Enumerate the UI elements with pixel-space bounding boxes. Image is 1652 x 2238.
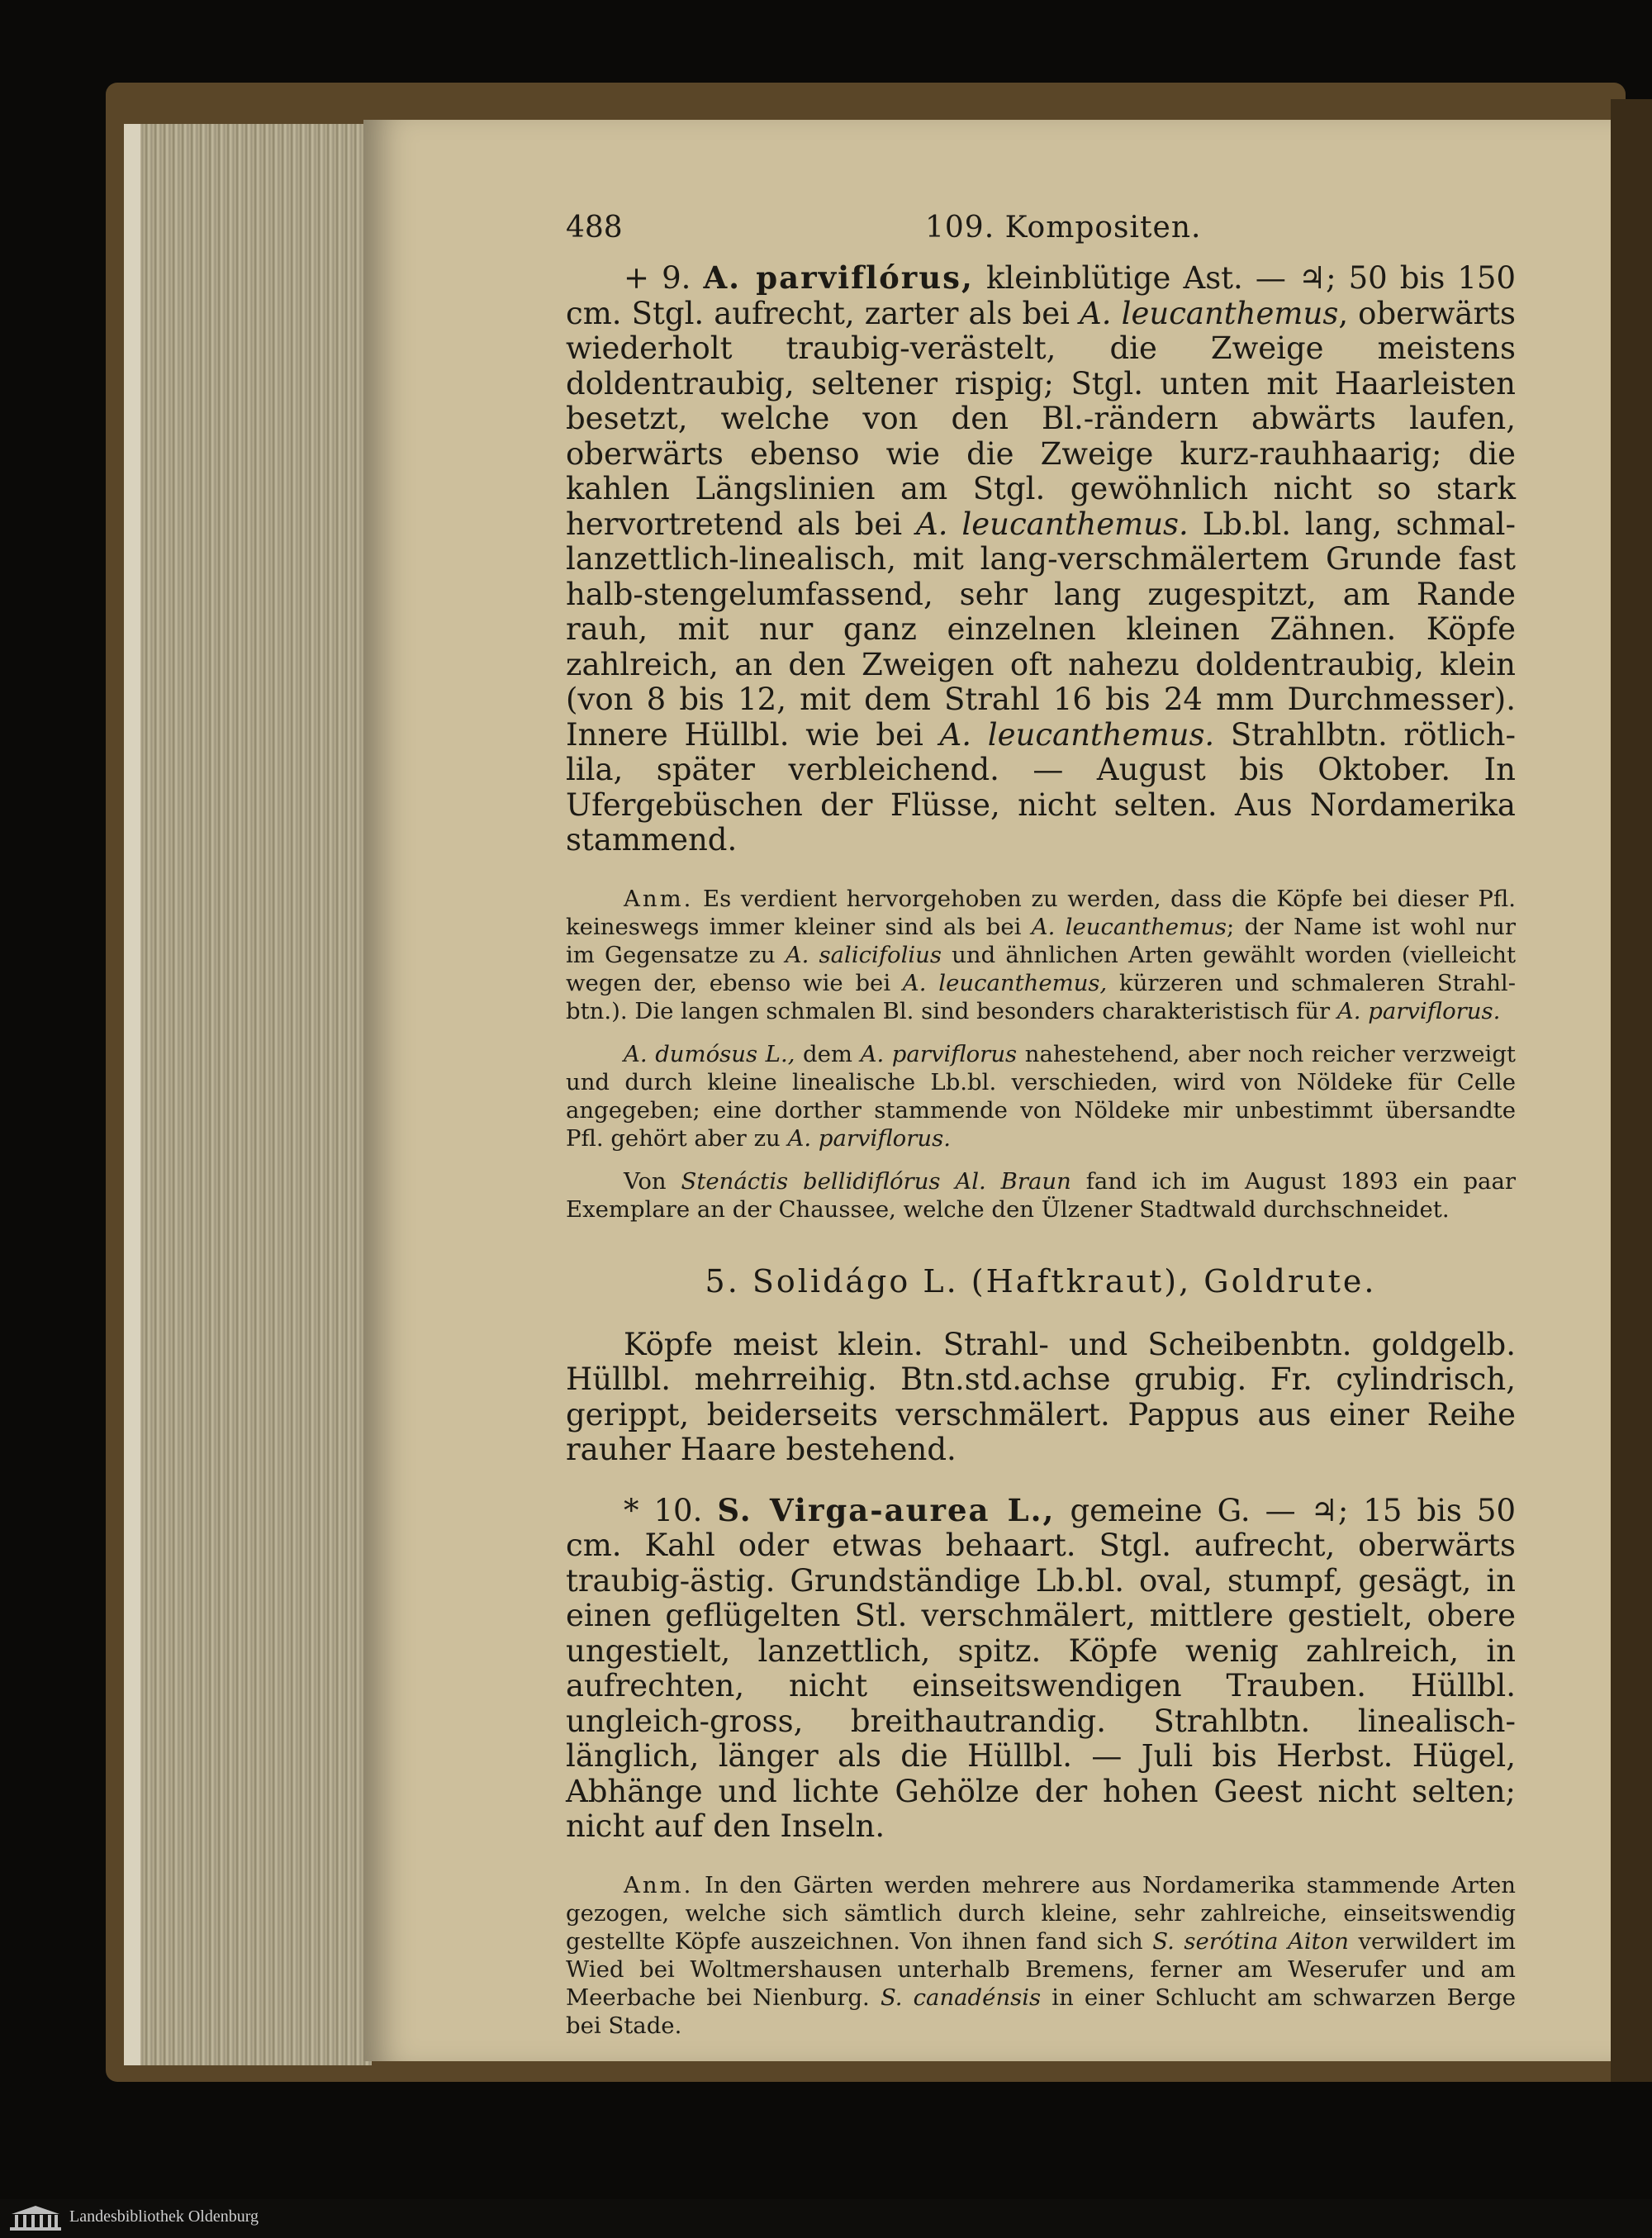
note-2-ref-1: A. dumósus L., xyxy=(624,1040,795,1067)
page-text xyxy=(566,211,1516,2040)
note-1 xyxy=(566,885,1516,1025)
genus-heading xyxy=(566,1263,1516,1300)
note-4-ref-2: S. canadénsis xyxy=(880,1984,1042,2011)
note-2-text-1: dem xyxy=(795,1040,861,1067)
species-9-text-2: , oberwärts wiederholt traubig-verästelt, die Zweige meistens doldentraubig, seltener rispig; Stgl. unten mit Haarleisten besetzt, welche von den Bl.-rändern abwärts laufen, oberwärts ebenso wie die Zweige kurz-rauhhaarig; die kahlen Längslinien am Stgl. gewöhnlich nicht so stark hervortretend als bei xyxy=(566,295,1516,542)
note-4-text-2: verwildert im Wied bei Woltmershausen unterhalb Bremens, ferner am Weserufer und am Meerbache bei Nienburg. xyxy=(566,1927,1517,2011)
footer-institution: Landesbibliothek Oldenburg xyxy=(69,2207,259,2226)
note-2-text-2: nahestehend, aber noch reicher verzweigt und durch kleine linealische Lb.bl. verschieden, wird von Nöldeke für Celle angegeben; eine dorther stammende von Nöldeke mir unbestimmt übersandte Pfl. gehört aber zu xyxy=(566,1040,1516,1152)
note-3-text-2: fand ich im August 1893 ein paar Exemplare an der Chaussee, welche den Ülzener Stadtwald durchschneidet. xyxy=(566,1167,1516,1223)
species-10-entry xyxy=(566,1493,1516,1845)
note-1-label: Anm. xyxy=(624,885,694,912)
genus-heading-c: ), Goldrute. xyxy=(1164,1262,1377,1300)
note-4-text-1: In den Gärten werden mehrere aus Nordamerika stammende Arten gezogen, welche sich sämtlich durch kleine, sehr zahlreiche, einseitswendig gestellte Köpfe auszeichnen. Von ihnen fand sich xyxy=(566,1871,1516,1955)
note-2 xyxy=(566,1040,1516,1152)
note-3-text-1: Von xyxy=(624,1167,681,1195)
species-9-mark: + 9. xyxy=(624,260,691,296)
species-9-ref-3: A. leucanthemus. xyxy=(939,716,1215,753)
note-3 xyxy=(566,1167,1516,1224)
note-1-text-2: ; der Name ist wohl nur im Gegensatze zu xyxy=(566,913,1517,968)
species-10-text: gemeine G. — ♃; 15 bis 50 cm. Kahl oder etwas behaart. Stgl. aufrecht, oberwärts traubig-ästig. Grundständige Lb.bl. oval, stumpf, gesägt, in einen geflügelten Stl. verschmälert, mittlere gestielt, obere ungestielt, lanzettlich, spitz. Köpfe wenig zahlreich, in aufrechten, nicht einseitswendigen Trauben. Hüllbl. ungleich-gross, breithautrandig. Strahlbtn. linealisch-länglich, länger als die Hüllbl. — Juli bis Herbst. Hügel, Abhänge und lichte Gehölze der hohen Geest nicht selten; nicht auf den Inseln. xyxy=(566,1492,1517,1844)
genus-description: Köpfe meist klein. Strahl- und Scheibenbtn. goldgelb. Hüllbl. mehrreihig. Btn.std.achse grubig. Fr. cylindrisch, gerippt, beiderseits verschmälert. Pappus aus einer Reihe rauher Haare bestehend. xyxy=(566,1326,1516,1467)
chapter-title: 109. Kompositen. xyxy=(925,211,1202,245)
species-9-text-1: kleinblütige Ast. — ♃; 50 bis 150 cm. Stgl. aufrecht, zarter als bei xyxy=(566,260,1516,331)
species-9-text-3: Lb.bl. lang, schmal-lanzettlich-linealisch, mit lang-verschmälertem Grunde fast halb-stengelumfassend, sehr lang zugespitzt, am Rande rauh, mit nur ganz einzelnen kleinen Zähnen. Köpfe zahlreich, an den Zweigen oft nahezu doldentraubig, klein (von 8 bis 12, mit dem Strahl 16 bis 24 mm Durchmesser). Innere Hüllbl. wie bei xyxy=(566,506,1516,753)
library-logo-icon xyxy=(8,2204,63,2232)
note-3-ref-1: Stenáctis bellidiflórus Al. Braun xyxy=(681,1167,1071,1195)
species-9-name: A. parviflórus, xyxy=(703,259,974,296)
species-10-name: S. Virga-aurea L., xyxy=(717,1491,1056,1528)
note-4-ref-1: S. serótina Aiton xyxy=(1152,1927,1349,1955)
note-1-ref-1: A. leucanthemus xyxy=(1031,913,1227,940)
right-gutter xyxy=(1611,99,1652,2082)
note-1-ref-3: A. leucanthemus, xyxy=(902,969,1108,996)
page-header xyxy=(566,211,1516,260)
note-1-text-3: und ähnlichen Arten gewählt worden (vielleicht wegen der, ebenso wie bei xyxy=(566,941,1516,996)
note-2-ref-2: A. parviflorus xyxy=(860,1040,1018,1067)
left-page-edge xyxy=(124,124,140,2065)
note-4 xyxy=(566,1871,1516,2040)
species-9-ref-2: A. leucanthemus. xyxy=(916,506,1189,542)
note-2-ref-3: A. parviflorus. xyxy=(787,1124,951,1152)
species-10-mark: * 10. xyxy=(624,1492,703,1528)
genus-heading-a: 5. Solidágo L. ( xyxy=(705,1262,986,1300)
note-1-text-4: kürzeren und schmaleren Strahl-btn.). Die langen schmalen Bl. sind besonders charakteristisch für xyxy=(566,969,1516,1024)
note-1-text-1: Es verdient hervorgehoben zu werden, dass die Köpfe bei dieser Pfl. keineswegs immer kleiner sind als bei xyxy=(566,885,1516,940)
note-1-ref-2: A. salicifolius xyxy=(785,941,942,968)
note-1-ref-4: A. parviflorus. xyxy=(1336,997,1501,1024)
page-number: 488 xyxy=(566,211,623,245)
species-9-text-4: Strahlbtn. rötlich-lila, später verbleichend. — August bis Oktober. In Ufergebüschen der Flüsse, nicht selten. Aus Nordamerika stammend. xyxy=(566,716,1516,858)
page-edges xyxy=(124,124,372,2065)
species-9-ref-1: A. leucanthemus xyxy=(1080,295,1339,331)
note-4-label: Anm. xyxy=(624,1871,694,1898)
note-4-text-3: in einer Schlucht am schwarzen Berge bei Stade. xyxy=(566,1984,1517,2039)
species-9-entry xyxy=(566,260,1516,858)
genus-heading-b: Haftkraut xyxy=(985,1262,1165,1300)
